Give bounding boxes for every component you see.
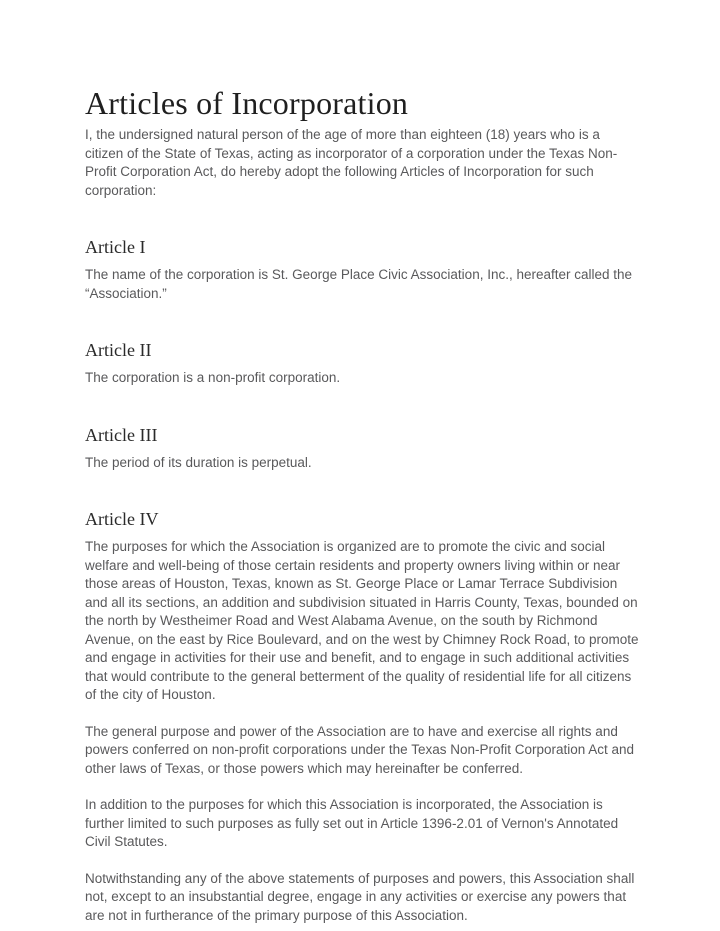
article-4-paragraph-1: The purposes for which the Association is organized are to promote the civic and social welfare and well-being of those certain residents and property owners living within or near those areas of Houston, Texas, known as St. George Place or Lamar Terrace Subdivision and all its sections, an addition and subdivision situated in Harris County, Texas, bounded on the north by Westheimer Road and West Alabama Avenue, on the south by Richmond Avenue, on the east by Rice Boulevard, and on the west by Chimney Rock Road, to promote and engage in activities for their use and benefit, and to engage in such additional activities that would contribute to the general betterment of the quality of residential life for all citizens of the city of Houston. — [85, 539, 639, 702]
document-title: Articles of Incorporation — [85, 85, 409, 121]
article-3-paragraph: The period of its duration is perpetual. — [85, 454, 312, 470]
article-2-paragraph: The corporation is a non-profit corporation. — [85, 370, 341, 385]
intro-paragraph: I, the undersigned natural person of the age of more than eighteen (18) years who is a citizen of the State of Texas, acting as incorporator of a corporation under the Texas Non-Profit Corporation Act, do hereby adopt the following Articles of Incorporation for such corporation: — [85, 127, 618, 198]
article-4-paragraph-3: In addition to the purposes for which this Association is incorporated, the Association is further limited to such purposes as fully set out in Article 1396-2.01 of Vernon's Annotated Civil Statutes. — [85, 797, 619, 849]
article-1-heading: Article I — [85, 237, 146, 257]
article-4-heading: Article IV — [85, 509, 159, 529]
article-4-paragraph-4: Notwithstanding any of the above statements of purposes and powers, this Association shall not, except to an insubstantial degree, engage in any activities or exercise any powers that are not in furtherance of the primary purpose of this Association. — [85, 870, 635, 923]
article-section-4 — [85, 509, 639, 925]
article-3-heading: Article III — [85, 424, 158, 445]
article-section-2 — [85, 340, 636, 388]
article-section-3 — [85, 425, 636, 473]
article-2-heading: Article II — [85, 340, 152, 360]
article-section-1 — [85, 237, 636, 303]
article-4-paragraph-2: The general purpose and power of the Association are to have and exercise all rights and powers conferred on non-profit corporations under the Texas Non-Profit Corporation Act and other laws of Texas, or those powers which may hereinafter be conferred. — [85, 723, 635, 776]
article-1-paragraph: The name of the corporation is St. George Place Civic Association, Inc., hereafter called the “Association.” — [85, 267, 633, 301]
